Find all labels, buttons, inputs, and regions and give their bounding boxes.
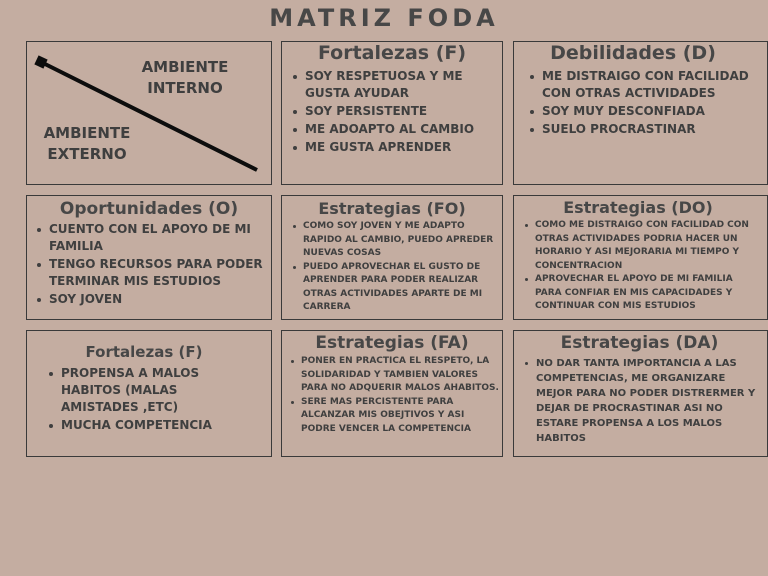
estrategias-fa-list bbox=[290, 355, 500, 436]
ambiente-externo-label: AMBIENTE EXTERNO bbox=[43, 124, 131, 163]
estrategias-fo-list bbox=[292, 220, 500, 315]
list-item: SOY JOVEN bbox=[35, 291, 269, 308]
ambiente-interno-label: AMBIENTE INTERNO bbox=[141, 58, 229, 97]
list-item: ME ADOAPTO AL CAMBIO bbox=[291, 121, 496, 138]
oportunidades-cell bbox=[26, 195, 272, 320]
list-item: CUENTO CON EL APOYO DE MI FAMILIA bbox=[35, 221, 269, 255]
fortalezas-cell bbox=[281, 41, 503, 185]
list-item: SOY MUY DESCONFIADA bbox=[528, 103, 761, 120]
oportunidades-list bbox=[35, 221, 269, 308]
fortalezas-heading: Fortalezas (F) bbox=[317, 42, 467, 64]
list-item: NO DAR TANTA IMPORTANCIA A LAS COMPETENCIAS, ME ORGANIZARE MEJOR PARA NO PODER DISTRERMER Y DEJAR DE PROCRASTINAR ASI NO ESTARE PROPENSA A LOS MALOS HABITOS bbox=[524, 356, 763, 446]
list-item: SUELO PROCRASTINAR bbox=[528, 121, 761, 138]
amenazas-heading: Fortalezas (F) bbox=[85, 343, 203, 361]
list-item: ME DISTRAIGO CON FACILIDAD CON OTRAS ACTIVIDADES bbox=[528, 68, 761, 102]
estrategias-fa-cell bbox=[281, 330, 503, 457]
debilidades-heading: Debilidades (D) bbox=[550, 42, 716, 64]
estrategias-do-cell bbox=[513, 195, 768, 320]
list-item: TENGO RECURSOS PARA PODER TERMINAR MIS ESTUDIOS bbox=[35, 256, 269, 290]
fortalezas-list bbox=[291, 68, 496, 156]
list-item: APROVECHAR EL APOYO DE MI FAMILIA PARA CONFIAR EN MIS CAPACIDADES Y CONTINUAR CON MIS ESTUDIOS bbox=[524, 273, 761, 314]
estrategias-da-cell bbox=[513, 330, 768, 457]
list-item: COMO ME DISTRAIGO CON FACILIDAD CON OTRAS ACTIVIDADES PODRIA HACER UN HORARIO Y ASI MEJORARIA MI TIEMPO Y CONCENTRACION bbox=[524, 219, 761, 273]
debilidades-cell bbox=[513, 41, 768, 185]
corner-cell bbox=[26, 41, 272, 185]
list-item: MUCHA COMPETENCIA bbox=[47, 417, 231, 434]
estrategias-fo-heading: Estrategias (FO) bbox=[318, 199, 466, 218]
list-item: SERE MAS PERCISTENTE PARA ALCANZAR MIS OBEJTIVOS Y ASI PODRE VENCER LA COMPETENCIA bbox=[290, 396, 500, 437]
list-item: ME GUSTA APRENDER bbox=[291, 139, 496, 156]
oportunidades-heading: Oportunidades (O) bbox=[59, 199, 239, 219]
page-title: MATRIZ FODA bbox=[269, 4, 499, 32]
list-item: PONER EN PRACTICA EL RESPETO, LA SOLIDARIDAD Y TAMBIEN VALORES PARA NO ADQUERIR MALOS AHABITOS. bbox=[290, 355, 500, 396]
amenazas-list bbox=[47, 365, 231, 434]
list-item: COMO SOY JOVEN Y ME ADAPTO RAPIDO AL CAMBIO, PUEDO APREDER NUEVAS COSAS bbox=[292, 220, 500, 261]
estrategias-da-heading: Estrategias (DA) bbox=[560, 333, 719, 353]
list-item: PUEDO APROVECHAR EL GUSTO DE APRENDER PARA PODER REALIZAR OTRAS ACTIVIDADES APARTE DE MI CARRERA bbox=[292, 261, 500, 315]
estrategias-fa-heading: Estrategias (FA) bbox=[315, 333, 469, 353]
estrategias-da-list bbox=[524, 356, 763, 446]
list-item: PROPENSA A MALOS HABITOS (MALAS AMISTADES ,ETC) bbox=[47, 365, 231, 416]
debilidades-list bbox=[528, 68, 761, 138]
estrategias-do-list bbox=[524, 219, 761, 314]
estrategias-fo-cell bbox=[281, 195, 503, 320]
list-item: SOY PERSISTENTE bbox=[291, 103, 496, 120]
list-item: SOY RESPETUOSA Y ME GUSTA AYUDAR bbox=[291, 68, 496, 102]
estrategias-do-heading: Estrategias (DO) bbox=[563, 198, 713, 217]
amenazas-cell bbox=[26, 330, 272, 457]
